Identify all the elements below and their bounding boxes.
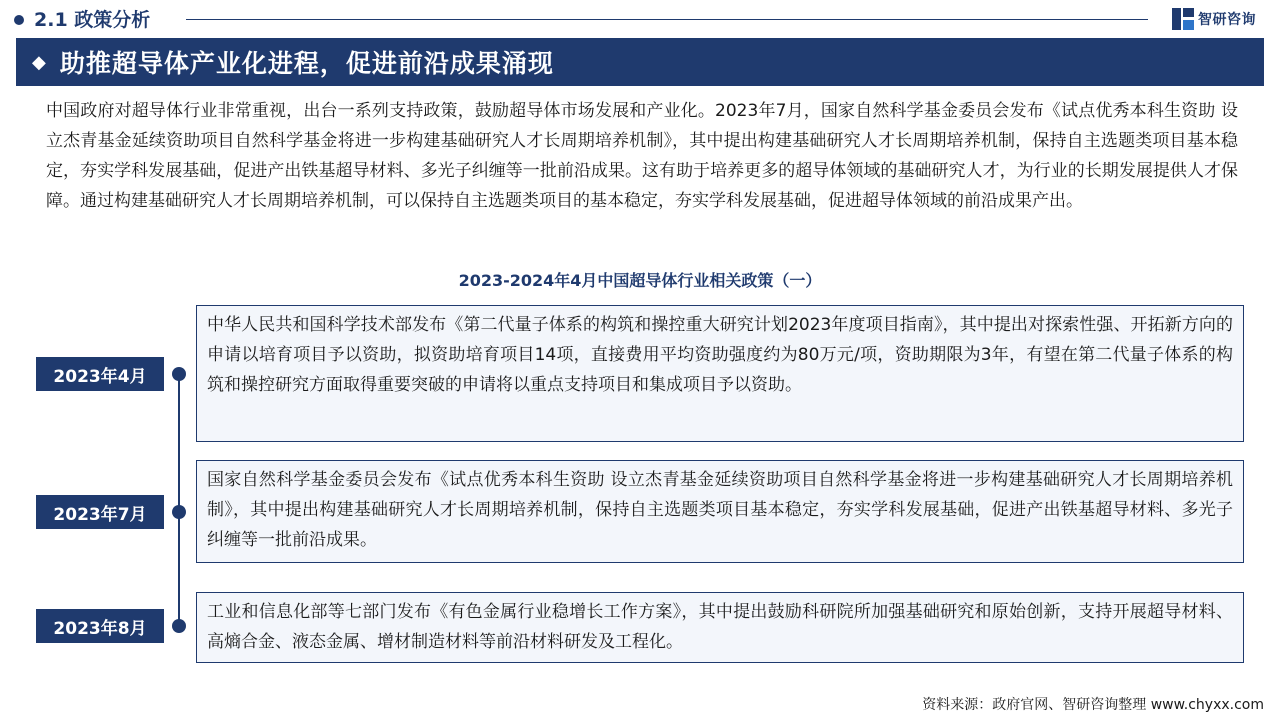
source-note: 资料来源：政府官网、智研咨询整理 www.chyxx.com <box>922 697 1264 713</box>
diamond-icon: ◆ <box>32 51 46 73</box>
brand-name: 智研咨询 <box>1198 12 1256 28</box>
timeline-node-icon <box>172 505 186 519</box>
headline-banner <box>16 38 1264 86</box>
timeline-entry-text: 国家自然科学基金委员会发布《试点优秀本科生资助 设立杰青基金延续资助项目自然科学基金将进一步构建基础研究人才长周期培养机制》，其中提出构建基础研究人才长周期培养机制，保持自主选题类项目基本稳定，夯实学科发展基础，促进产出铁基超导材料、多光子纠缠等一批前沿成果。 <box>196 460 1244 563</box>
timeline-node-icon <box>172 619 186 633</box>
timeline-date: 2023年7月 <box>36 495 164 529</box>
timeline-node-icon <box>172 367 186 381</box>
section-divider <box>186 19 1148 20</box>
timeline-axis <box>178 372 180 626</box>
section-bullet-icon <box>14 15 24 25</box>
timeline-entry-text: 中华人民共和国科学技术部发布《第二代量子体系的构筑和操控重大研究计划2023年度项目指南》，其中提出对探索性强、开拓新方向的申请以培育项目予以资助，拟资助培育项目14项，直接费用平均资助强度约为80万元/项，资助期限为3年，有望在第二代量子体系的构筑和操控研究方面取得重要突破的申请将以重点支持项目和集成项目予以资助。 <box>196 305 1244 442</box>
section-title: 2.1 政策分析 <box>34 9 151 31</box>
timeline-entry-text: 工业和信息化部等七部门发布《有色金属行业稳增长工作方案》，其中提出鼓励科研院所加强基础研究和原始创新，支持开展超导材料、高熵合金、液态金属、增材制造材料等前沿材料研发及工程化。 <box>196 592 1244 663</box>
policy-table-title: 2023-2024年4月中国超导体行业相关政策（一） <box>458 271 822 290</box>
timeline-date: 2023年8月 <box>36 609 164 643</box>
headline-title: 助推超导体产业化进程，促进前沿成果涌现 <box>59 49 554 78</box>
timeline-date: 2023年4月 <box>36 357 164 391</box>
brand-logo-icon <box>1172 8 1194 30</box>
brand-logo <box>1172 6 1256 32</box>
intro-paragraph: 中国政府对超导体行业非常重视，出台一系列支持政策，鼓励超导体市场发展和产业化。2023年7月，国家自然科学基金委员会发布《试点优秀本科生资助 设立杰青基金延续资助项目自然科学基金将进一步构建基础研究人才长周期培养机制》，其中提出构建基础研究人才长周期培养机制，保持自主选题类项目基本稳定，夯实学科发展基础，促进产出铁基超导材料、多光子纠缠等一批前沿成果。这有助于培养更多的超导体领域的基础研究人才，为行业的长期发展提供人才保障。通过构建基础研究人才长周期培养机制，可以保持自主选题类项目的基本稳定，夯实学科发展基础，促进超导体领域的前沿成果产出。 <box>46 101 1238 211</box>
